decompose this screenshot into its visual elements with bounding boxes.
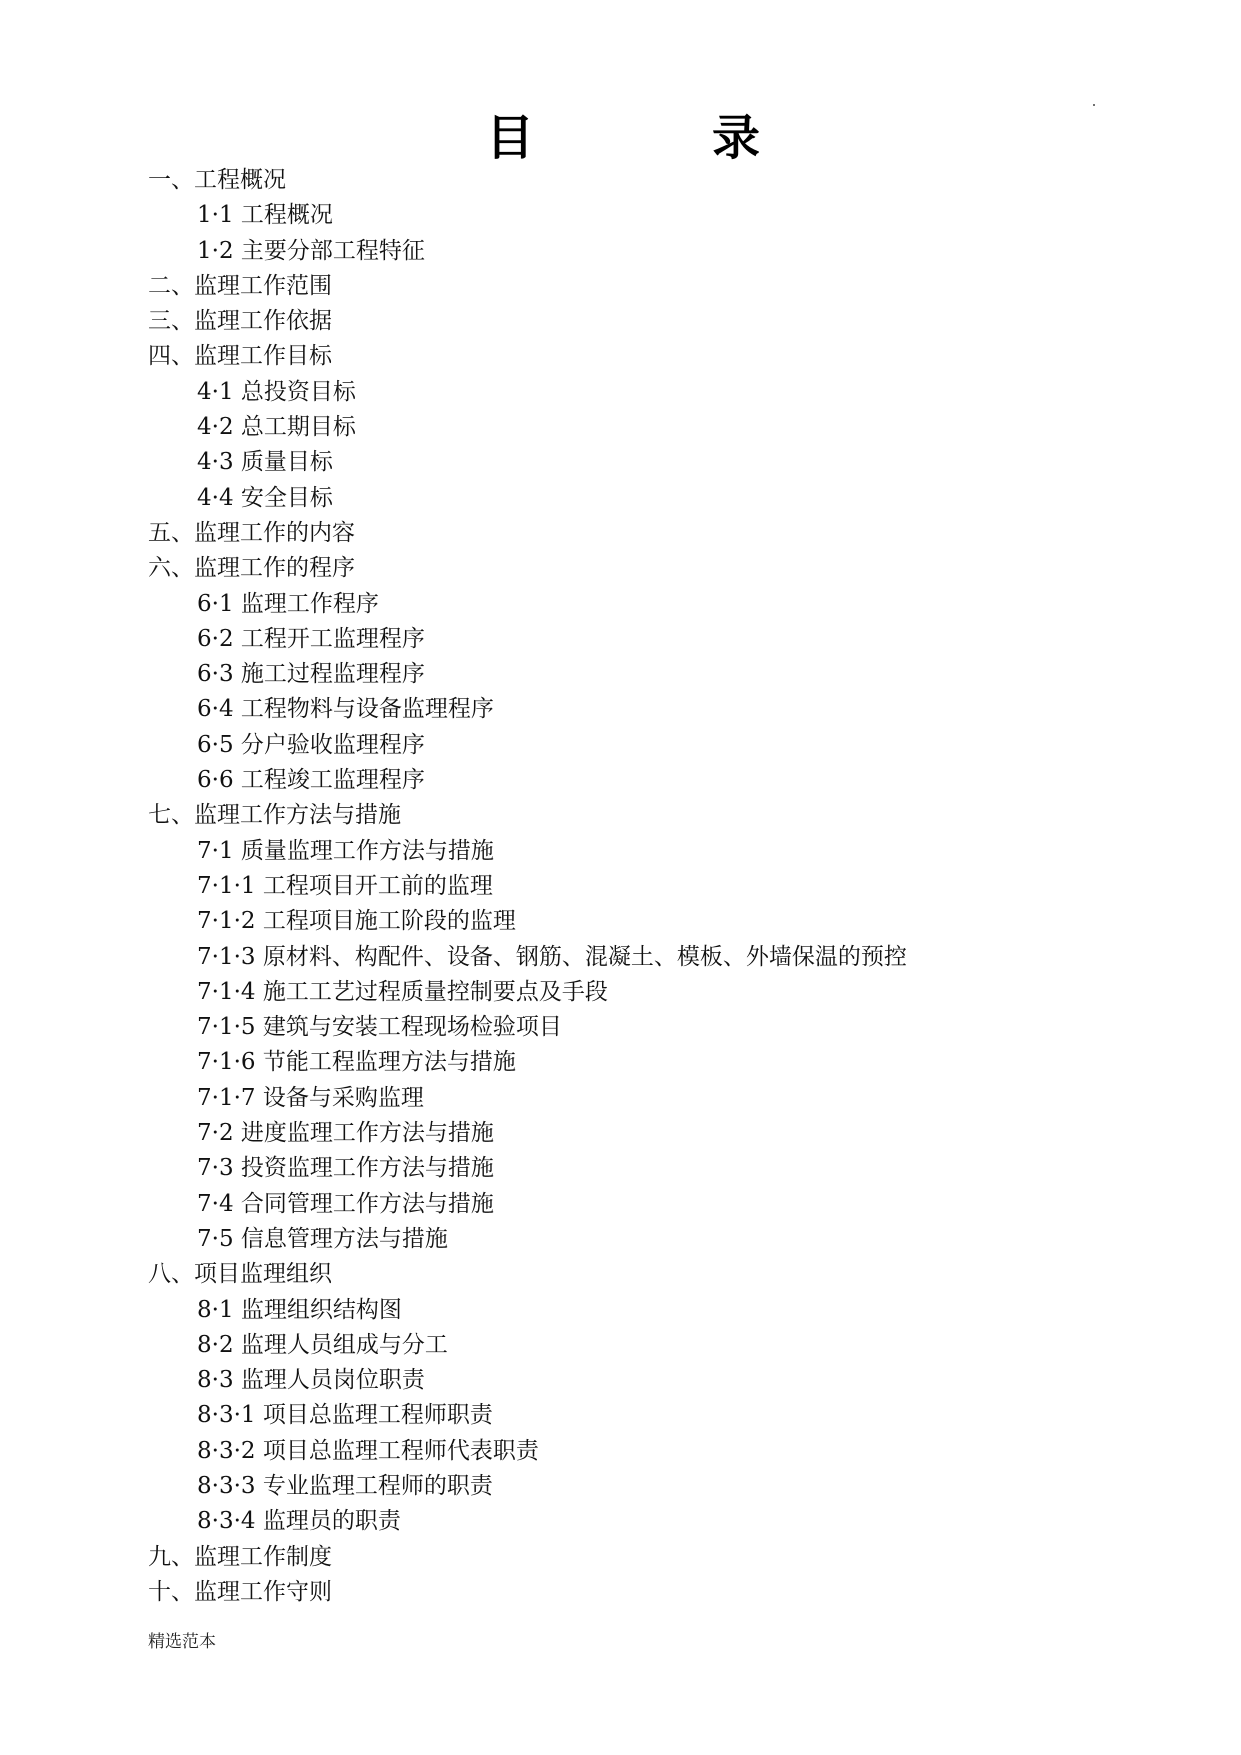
toc-section-entry: 4·4 安全目标 [197,484,333,511]
toc-section-entry: 8·3·3 专业监理工程师的职责 [197,1472,493,1499]
toc-chapter-entry: 三、监理工作依据 [148,308,332,335]
toc-chapter-entry: 十、监理工作守则 [148,1578,332,1605]
toc-section-entry: 7·1·3 原材料、构配件、设备、钢筋、混凝土、模板、外墙保温的预控 [197,943,907,970]
toc-section-entry: 8·3·2 项目总监理工程师代表职责 [197,1437,539,1464]
title-char-2: 录 [712,110,761,166]
toc-section-entry: 7·1·7 设备与采购监理 [197,1084,424,1111]
toc-section-entry: 7·1·5 建筑与安装工程现场检验项目 [197,1014,562,1041]
table-of-contents [0,163,1241,1610]
toc-section-entry: 6·4 工程物料与设备监理程序 [197,696,494,723]
toc-section-entry: 7·3 投资监理工作方法与措施 [197,1155,494,1182]
toc-section-entry: 8·3 监理人员岗位职责 [197,1367,425,1394]
toc-section-entry: 7·1·6 节能工程监理方法与措施 [197,1049,516,1076]
toc-section-entry: 7·1·2 工程项目施工阶段的监理 [197,908,516,935]
toc-section-entry: 6·1 监理工作程序 [197,590,379,617]
page-title [0,106,1241,170]
toc-chapter-entry: 七、监理工作方法与措施 [148,802,401,829]
toc-chapter-entry: 四、监理工作目标 [148,343,332,370]
toc-section-entry: 6·3 施工过程监理程序 [197,661,425,688]
toc-section-entry: 1·1 工程概况 [197,202,333,229]
toc-chapter-entry: 一、工程概况 [148,167,286,193]
toc-section-entry: 7·1 质量监理工作方法与措施 [197,837,494,864]
toc-chapter-entry: 六、监理工作的程序 [148,555,355,582]
toc-section-entry: 7·1·4 施工工艺过程质量控制要点及手段 [197,978,608,1005]
title-char-1: 目 [486,110,535,166]
toc-section-entry: 7·5 信息管理方法与措施 [197,1225,448,1252]
toc-chapter-entry: 九、监理工作制度 [148,1543,332,1570]
toc-section-entry: 1·2 主要分部工程特征 [197,237,425,264]
toc-section-entry: 6·6 工程竣工监理程序 [197,767,425,794]
toc-section-entry: 8·2 监理人员组成与分工 [197,1331,448,1358]
toc-section-entry: 4·2 总工期目标 [197,414,356,441]
toc-section-entry: 8·1 监理组织结构图 [197,1296,402,1323]
toc-chapter-entry: 二、监理工作范围 [148,272,332,299]
toc-section-entry: 6·5 分户验收监理程序 [197,731,425,758]
page-footer: 精选范本 [148,1632,216,1652]
toc-section-entry: 6·2 工程开工监理程序 [197,625,425,652]
toc-section-entry: 4·1 总投资目标 [197,378,356,405]
toc-section-entry: 4·3 质量目标 [197,449,333,476]
toc-section-entry: 8·3·1 项目总监理工程师职责 [197,1402,493,1429]
toc-section-entry: 8·3·4 监理员的职责 [197,1508,401,1535]
toc-section-entry: 7·1·1 工程项目开工前的监理 [197,872,493,899]
toc-section-entry: 7·4 合同管理工作方法与措施 [197,1190,494,1217]
toc-section-entry: 7·2 进度监理工作方法与措施 [197,1120,494,1147]
toc-chapter-entry: 五、监理工作的内容 [148,519,355,546]
toc-chapter-entry: 八、项目监理组织 [148,1261,332,1288]
